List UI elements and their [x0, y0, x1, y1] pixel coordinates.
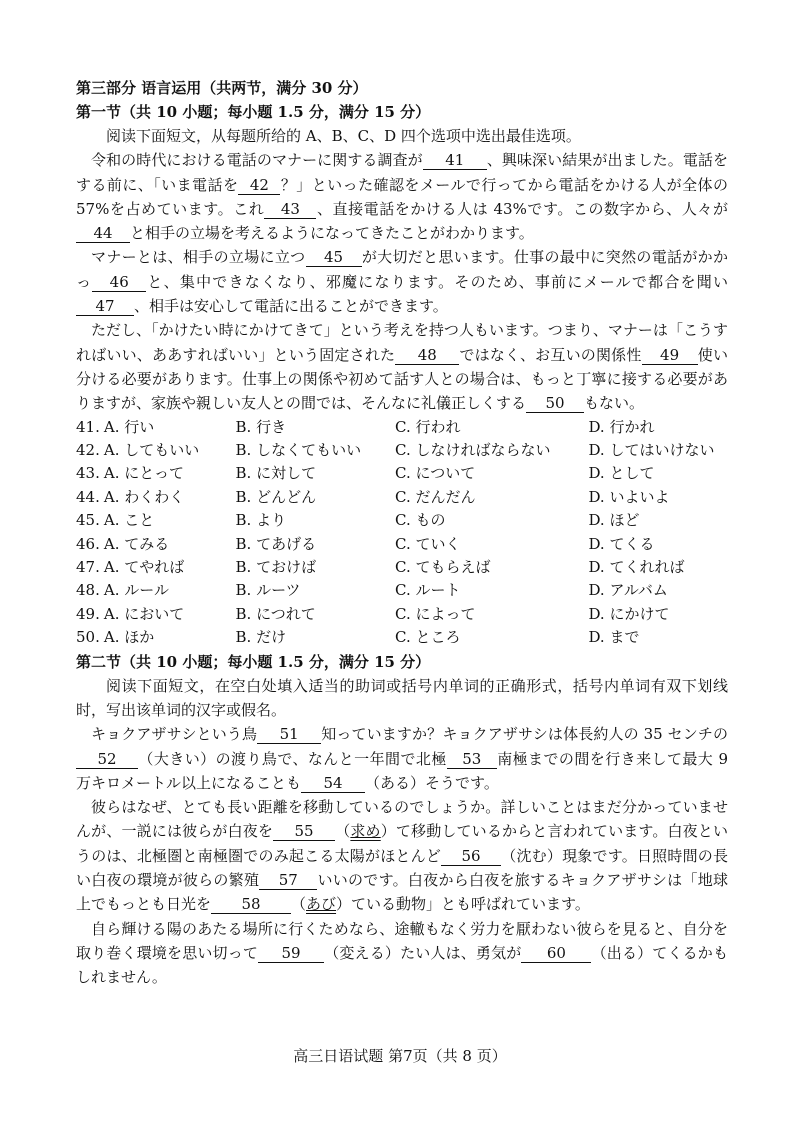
text-span: ）て移動しているからと言われています。白夜というのは、北極圏と南極圏でのみ起こる太陽がほとんど: [76, 822, 728, 865]
option-b: B. どんどん: [235, 487, 317, 506]
question-number: 42.: [76, 440, 100, 459]
text-span: （: [291, 895, 307, 914]
option-c: C. しなければならない: [395, 440, 551, 459]
option-a: A. ほか: [103, 628, 155, 647]
blank-50: 50: [526, 394, 584, 413]
option-row: [76, 462, 728, 485]
blank-58: 58: [211, 895, 291, 914]
blank-53: 53: [447, 750, 497, 769]
question-number: 41.: [76, 417, 100, 436]
text-span: 彼らはなぜ、とても長い距離を移動しているのでしょうか。詳しいことはまだ分かっていませんが、一説には彼らが白夜を: [76, 798, 728, 841]
option-a: A. ルール: [103, 581, 169, 600]
section1-paragraph-3: [76, 318, 728, 415]
option-b: B. につれて: [235, 604, 316, 623]
options-list: [76, 416, 728, 650]
text-span: 、直接電話をかける人は 43%です。この数字から、人々が: [316, 199, 728, 218]
section2-paragraph-2: [76, 795, 728, 916]
text-span: キョクアザサシという鳥: [91, 725, 258, 744]
option-row: [76, 439, 728, 462]
option-a: A. において: [103, 604, 185, 623]
option-b: B. 行き: [235, 417, 287, 436]
part-title: 第三部分 语言运用（共两节，满分 30 分）: [76, 79, 368, 97]
option-d: D. てくる: [588, 534, 655, 553]
option-row: [76, 416, 728, 439]
text-span: ただし、「かけたい時にかけてきて」という考えを持つ人もいます。つまり、マナーは「こうすればいい、ああすればいい」という固定された: [76, 321, 728, 364]
text-span: 、興味深い結果が出ました。電話をする前に、「いま電話を: [76, 151, 728, 194]
option-c: C. ところ: [395, 628, 461, 647]
option-row: [76, 509, 728, 532]
blank-46: 46: [92, 273, 146, 292]
section2-instruction: 阅读下面短文，在空白处填入适当的助词或括号内单词的正确形式，括号内单词有双下划线时，写出该单词的汉字或假名。: [76, 676, 728, 719]
option-c: C. だんだん: [395, 487, 476, 506]
option-c: C. によって: [395, 604, 476, 623]
option-d: D. まで: [588, 628, 640, 647]
option-c: C. 行われ: [395, 417, 461, 436]
blank-41: 41: [423, 151, 487, 170]
text-span: ？」といった確認をメールで行ってから電話をかける人が全体の 57%を占めています。これ: [76, 175, 729, 218]
text-span: （: [335, 822, 351, 841]
question-number: 44.: [76, 487, 100, 506]
text-span: （大きい）の渡り鳥で、なんと一年間で北極: [138, 749, 447, 768]
section1-paragraph-2: [76, 245, 728, 318]
blank-55: 55: [273, 822, 335, 841]
option-row: [76, 556, 728, 579]
blank-56: 56: [441, 847, 501, 866]
option-d: D. 行かれ: [588, 417, 655, 436]
text-span: （出る）てくるかもしれません。: [76, 943, 728, 987]
option-c: C. てもらえば: [395, 558, 491, 576]
option-b: B. ておけば: [235, 558, 317, 576]
option-c: C. について: [395, 464, 476, 483]
question-number: 47.: [76, 558, 100, 576]
option-c: C. もの: [395, 511, 446, 530]
text-span: が大切だと思います。仕事の最中に突然の電話がかかっ: [76, 248, 728, 291]
blank-49: 49: [642, 346, 698, 365]
section1-paragraph-1: [76, 148, 728, 245]
text-span: 自ら輝ける陽のあたる場所に行くためなら、途轍もなく労力を厭わない彼らを見ると、自分を取り巻く環境を思い切って: [76, 919, 728, 962]
text-span: （変える）たい人は、勇気が: [324, 943, 522, 962]
option-row: [76, 486, 728, 509]
option-row: [76, 603, 728, 626]
question-number: 43.: [76, 464, 100, 483]
option-b: B. てあげる: [235, 534, 317, 553]
text-span: と、集中できなくなり、邪魔になります。そのため、事前にメールで都合を聞い: [146, 272, 728, 291]
question-number: 50.: [76, 628, 100, 647]
option-d: D. てくれれば: [588, 558, 685, 576]
option-b: B. に対して: [235, 464, 317, 483]
text-span: いいのです。白夜から白夜を旅するキョクアザサシは「地球上でもっとも日光を: [76, 871, 728, 914]
blank-44: 44: [76, 224, 130, 243]
text-span: ）ている動物」とも呼ばれています。: [336, 895, 590, 914]
question-number: 49.: [76, 604, 100, 623]
section2-paragraph-1: [76, 722, 728, 795]
question-number: 46.: [76, 534, 100, 553]
option-d: D. アルバム: [588, 581, 668, 600]
option-a: A. わくわく: [103, 487, 185, 506]
option-c: C. ルート: [395, 581, 461, 600]
option-d: D. として: [588, 464, 655, 483]
section2-title: 第二节（共 10 小题；每小题 1.5 分，满分 15 分）: [76, 652, 431, 671]
question-number: 45.: [76, 511, 100, 530]
option-d: D. いよいよ: [588, 487, 670, 506]
option-a: A. にとって: [103, 464, 184, 483]
blank-47: 47: [76, 297, 134, 316]
option-d: D. してはいけない: [588, 440, 715, 459]
text-span: 使い分ける必要があります。仕事上の関係や初めて話す人との場合は、もっと丁寧に接する必要がありますが、家族や親しい友人との間では、そんなに礼儀正しくする: [76, 345, 728, 413]
blank-54: 54: [301, 774, 365, 793]
text-span: ではなく、お互いの関係性: [459, 345, 642, 364]
option-d: D. ほど: [588, 511, 640, 530]
blank-60: 60: [521, 944, 591, 963]
section1-instruction: 阅读下面短文，从每题所给的 A、B、C、D 四个选项中选出最佳选项。: [106, 127, 581, 145]
text-span: 令和の時代における電話のマナーに関する調査が: [91, 151, 423, 170]
page-footer: 高三日语试题 第7页（共 8 页）: [293, 1047, 507, 1065]
text-span: 知っていますか？キョクアザサシは体長約人の 35 センチの: [321, 725, 728, 744]
option-a: A. 行い: [103, 417, 155, 436]
section2-paragraph-3: [76, 917, 728, 990]
text-span: 南極までの間を行き来して最大 9 万キロメートル以上になることも: [76, 749, 728, 792]
blank-42: 42: [238, 176, 280, 195]
section1-title: 第一节（共 10 小题；每小题 1.5 分，满分 15 分）: [76, 103, 431, 121]
double-underlined-word: あび: [306, 895, 337, 914]
option-c: C. ていく: [395, 534, 461, 553]
blank-52: 52: [76, 750, 138, 769]
option-a: A. てみる: [103, 534, 170, 553]
exam-page: [76, 76, 728, 989]
option-d: D. にかけて: [588, 604, 670, 623]
option-b: B. だけ: [235, 628, 287, 647]
option-a: A. してもいい: [103, 440, 200, 459]
question-number: 48.: [76, 581, 100, 600]
option-row: [76, 626, 728, 649]
blank-51: 51: [257, 725, 321, 744]
blank-43: 43: [264, 200, 316, 219]
text-span: マナーとは、相手の立場に立つ: [91, 248, 306, 267]
text-span: 、相手は安心して電話に出ることができます。: [134, 297, 448, 316]
blank-45: 45: [306, 248, 362, 267]
blank-57: 57: [259, 871, 317, 890]
option-a: A. てやれば: [103, 558, 185, 576]
text-span: （ある）そうです。: [365, 773, 499, 792]
option-b: B. ルーツ: [235, 581, 301, 600]
option-b: B. より: [235, 511, 287, 530]
blank-48: 48: [395, 346, 459, 365]
double-underlined-word: 求め: [350, 822, 381, 841]
option-a: A. こと: [103, 511, 155, 530]
text-span: （沈む）現象です。日照時間の長い白夜の環境が彼らの繁殖: [76, 846, 728, 889]
option-b: B. しなくてもいい: [235, 440, 362, 459]
text-span: もない。: [584, 394, 645, 413]
option-row: [76, 579, 728, 602]
blank-59: 59: [258, 944, 324, 963]
option-row: [76, 533, 728, 556]
text-span: と相手の立場を考えるようになってきたことがわかります。: [130, 224, 534, 243]
